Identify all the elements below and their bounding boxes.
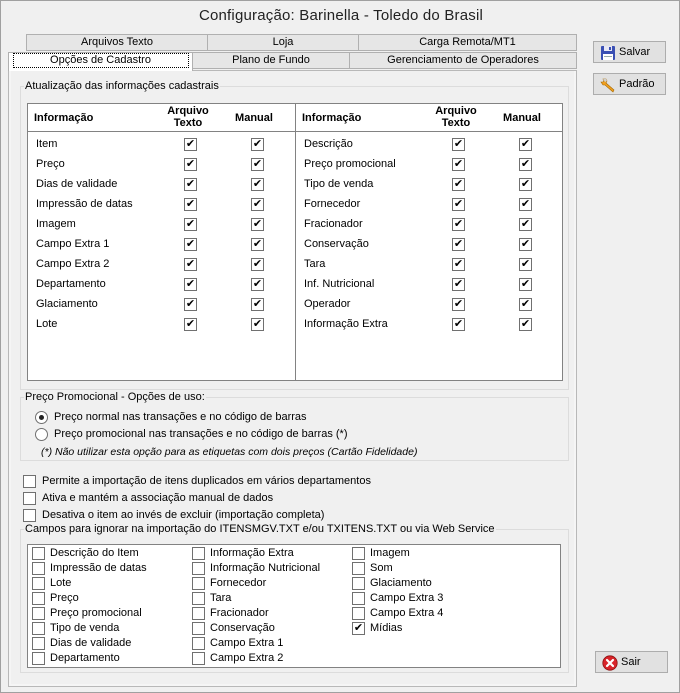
- table-row: [296, 175, 562, 195]
- exit-button[interactable]: [595, 651, 668, 673]
- table-row: [28, 215, 295, 235]
- radio-label: Preço normal nas transações e no código de barras: [54, 411, 307, 423]
- ignore-field-label: Som: [370, 562, 393, 574]
- checkbox[interactable]: [192, 637, 205, 650]
- row-label: Preço: [36, 158, 65, 170]
- manual-checkbox[interactable]: ✔: [520, 238, 531, 250]
- arquivo-texto-checkbox[interactable]: ✔: [185, 298, 196, 310]
- tab-arquivos-texto[interactable]: Arquivos Texto: [26, 34, 208, 51]
- ignore-fields-legend: Campos para ignorar na importação do ITENSMGV.TXT e/ou TXITENS.TXT ou via Web Service: [25, 523, 495, 535]
- checkbox[interactable]: [23, 475, 36, 488]
- row-label: Imagem: [36, 218, 76, 230]
- ignore-field-label: Campo Extra 1: [210, 637, 284, 649]
- option-label: Ativa e mantém a associação manual de dados: [42, 492, 274, 504]
- manual-checkbox[interactable]: ✔: [252, 278, 263, 290]
- row-label: Operador: [304, 298, 351, 310]
- table-row: [28, 135, 295, 155]
- arquivo-texto-checkbox[interactable]: ✔: [453, 138, 464, 150]
- manual-checkbox[interactable]: ✔: [252, 178, 263, 190]
- manual-checkbox[interactable]: ✔: [252, 318, 263, 330]
- row-label: Preço promocional: [304, 158, 396, 170]
- manual-checkbox[interactable]: ✔: [520, 278, 531, 290]
- manual-checkbox[interactable]: ✔: [520, 198, 531, 210]
- table-row: [28, 235, 295, 255]
- ignore-field-label: Informação Nutricional: [210, 562, 321, 574]
- table-row: [296, 215, 562, 235]
- checkbox[interactable]: [192, 607, 205, 620]
- checkbox[interactable]: [32, 562, 45, 575]
- table-row: [28, 175, 295, 195]
- header-manual: Manual: [235, 112, 273, 124]
- ignore-field-label: Lote: [50, 577, 72, 589]
- row-label: Impressão de datas: [36, 198, 133, 210]
- update-grid-left: [28, 104, 296, 380]
- manual-checkbox[interactable]: ✔: [252, 258, 263, 270]
- ignore-field-label: Conservação: [210, 622, 275, 634]
- arquivo-texto-checkbox[interactable]: ✔: [453, 218, 464, 230]
- promo-note: (*) Não utilizar esta opção para as etiquetas com dois preços (Cartão Fidelidade): [41, 446, 418, 458]
- header-texto: Texto: [173, 117, 203, 129]
- arquivo-texto-checkbox[interactable]: ✔: [185, 138, 196, 150]
- ignore-field-label: Campo Extra 3: [370, 592, 444, 604]
- checkbox[interactable]: [32, 592, 45, 605]
- checkbox[interactable]: [352, 577, 365, 590]
- tab-opcoes-de-cadastro[interactable]: [8, 52, 193, 71]
- row-label: Fracionador: [304, 218, 363, 230]
- ignore-field-label: Preço: [50, 592, 79, 604]
- radio-selected-dot: [39, 415, 44, 420]
- ignore-field-label: Fracionador: [210, 607, 269, 619]
- manual-checkbox[interactable]: ✔: [520, 158, 531, 170]
- manual-checkbox[interactable]: ✔: [252, 158, 263, 170]
- ignore-field-label: Departamento: [50, 652, 120, 664]
- row-label: Tipo de venda: [304, 178, 374, 190]
- ignore-field-label: Mídias: [370, 622, 403, 634]
- table-row: [296, 295, 562, 315]
- checkbox[interactable]: [352, 547, 365, 560]
- row-label: Inf. Nutricional: [304, 278, 375, 290]
- ignore-field-label: Campo Extra 4: [370, 607, 444, 619]
- checkbox[interactable]: [32, 652, 45, 665]
- arquivo-texto-checkbox[interactable]: ✔: [453, 318, 464, 330]
- header-arquivo: Arquivo: [435, 105, 477, 117]
- default-button[interactable]: [593, 73, 666, 95]
- row-label: Fornecedor: [304, 198, 361, 210]
- ignore-fields-list: [27, 544, 561, 668]
- tab-opcoes-de-cadastro-label: Opções de Cadastro: [13, 53, 189, 68]
- header-arquivo-texto: [156, 105, 220, 129]
- default-button-label: Padrão: [619, 78, 655, 90]
- table-row: [296, 195, 562, 215]
- manual-checkbox[interactable]: ✔: [520, 258, 531, 270]
- manual-checkbox[interactable]: ✔: [252, 138, 263, 150]
- checkbox[interactable]: [23, 492, 36, 505]
- checkbox-checked[interactable]: ✔: [353, 622, 364, 634]
- manual-checkbox[interactable]: ✔: [252, 298, 263, 310]
- arquivo-texto-checkbox[interactable]: ✔: [185, 218, 196, 230]
- save-button-label: Salvar: [619, 46, 651, 58]
- table-row: [296, 155, 562, 175]
- ignore-field-label: Glaciamento: [370, 577, 432, 589]
- checkbox[interactable]: [32, 577, 45, 590]
- table-row: [296, 135, 562, 155]
- row-label: Tara: [304, 258, 326, 270]
- arquivo-texto-checkbox[interactable]: ✔: [185, 158, 196, 170]
- checkbox[interactable]: [32, 622, 45, 635]
- checkbox[interactable]: [192, 592, 205, 605]
- ignore-field-label: Preço promocional: [50, 607, 142, 619]
- manual-checkbox[interactable]: ✔: [252, 238, 263, 250]
- checkbox[interactable]: [23, 509, 36, 522]
- header-informacao: Informação: [34, 112, 94, 124]
- manual-checkbox[interactable]: ✔: [520, 298, 531, 310]
- table-row: [28, 195, 295, 215]
- save-button[interactable]: [593, 41, 666, 63]
- row-label: Glaciamento: [36, 298, 98, 310]
- checkbox[interactable]: [32, 607, 45, 620]
- manual-checkbox[interactable]: ✔: [520, 318, 531, 330]
- checkbox[interactable]: [352, 607, 365, 620]
- update-info-grid: [27, 103, 563, 381]
- header-informacao: Informação: [302, 112, 362, 124]
- table-row: [296, 235, 562, 255]
- table-row: [296, 275, 562, 295]
- ignore-field-label: Descrição do Item: [50, 547, 139, 559]
- header-arquivo-texto: [424, 105, 488, 129]
- option-label: Desativa o item ao invés de excluir (importação completa): [42, 509, 325, 521]
- wrench-icon: [600, 77, 616, 93]
- table-row: [28, 255, 295, 275]
- ignore-field-label: Dias de validade: [50, 637, 132, 649]
- row-label: Item: [36, 138, 58, 150]
- table-row: [28, 315, 295, 335]
- table-row: [28, 155, 295, 175]
- table-row: [296, 255, 562, 275]
- update-info-legend: Atualização das informações cadastrais: [25, 80, 219, 92]
- promo-price-legend: Preço Promocional - Opções de uso:: [25, 391, 205, 403]
- arquivo-texto-checkbox[interactable]: ✔: [453, 278, 464, 290]
- arquivo-texto-checkbox[interactable]: ✔: [453, 298, 464, 310]
- ignore-field-label: Campo Extra 2: [210, 652, 284, 664]
- arquivo-texto-checkbox[interactable]: ✔: [453, 238, 464, 250]
- arquivo-texto-checkbox[interactable]: ✔: [453, 158, 464, 170]
- ignore-field-label: Tara: [210, 592, 232, 604]
- arquivo-texto-checkbox[interactable]: ✔: [453, 178, 464, 190]
- tab-loja[interactable]: Loja: [207, 34, 359, 51]
- red-x-circle-icon: [602, 655, 618, 671]
- row-label: Campo Extra 2: [36, 258, 110, 270]
- ignore-field-label: Imagem: [370, 547, 410, 559]
- update-grid-right: [296, 104, 562, 380]
- manual-checkbox[interactable]: ✔: [252, 198, 263, 210]
- arquivo-texto-checkbox[interactable]: ✔: [185, 178, 196, 190]
- radio-label: Preço promocional nas transações e no código de barras (*): [54, 428, 348, 440]
- table-row: [28, 295, 295, 315]
- arquivo-texto-checkbox[interactable]: ✔: [185, 258, 196, 270]
- row-label: Lote: [36, 318, 58, 330]
- table-row: [28, 275, 295, 295]
- row-label: Dias de validade: [36, 178, 118, 190]
- tab-plano-de-fundo[interactable]: Plano de Fundo: [192, 52, 350, 69]
- manual-checkbox[interactable]: ✔: [520, 138, 531, 150]
- checkbox[interactable]: [192, 622, 205, 635]
- row-label: Departamento: [36, 278, 106, 290]
- row-label: Conservação: [304, 238, 369, 250]
- checkbox[interactable]: [192, 652, 205, 665]
- arquivo-texto-checkbox[interactable]: ✔: [453, 198, 464, 210]
- row-label: Informação Extra: [304, 318, 388, 330]
- row-label: Descrição: [304, 138, 353, 150]
- arquivo-texto-checkbox[interactable]: ✔: [185, 238, 196, 250]
- checkbox[interactable]: [352, 592, 365, 605]
- ignore-field-label: Fornecedor: [210, 577, 267, 589]
- checkbox[interactable]: [192, 577, 205, 590]
- checkbox[interactable]: [32, 547, 45, 560]
- checkbox[interactable]: [192, 547, 205, 560]
- ignore-field-label: Informação Extra: [210, 547, 294, 559]
- arquivo-texto-checkbox[interactable]: ✔: [185, 198, 196, 210]
- checkbox[interactable]: [32, 637, 45, 650]
- header-arquivo: Arquivo: [167, 105, 209, 117]
- header-manual: Manual: [503, 112, 541, 124]
- option-label: Permite a importação de itens duplicados em vários departamentos: [42, 475, 371, 487]
- arquivo-texto-checkbox[interactable]: ✔: [453, 258, 464, 270]
- tab-panel-opcoes-de-cadastro: [8, 70, 577, 687]
- grid-header: [296, 104, 562, 132]
- manual-checkbox[interactable]: ✔: [520, 178, 531, 190]
- checkbox[interactable]: [352, 562, 365, 575]
- manual-checkbox[interactable]: ✔: [520, 218, 531, 230]
- header-texto: Texto: [441, 117, 471, 129]
- radio-button[interactable]: [35, 411, 48, 424]
- floppy-disk-icon: [600, 45, 616, 61]
- window-title: Configuração: Barinella - Toledo do Brasil: [198, 7, 484, 24]
- arquivo-texto-checkbox[interactable]: ✔: [185, 278, 196, 290]
- table-row: [296, 315, 562, 335]
- radio-button[interactable]: [35, 428, 48, 441]
- manual-checkbox[interactable]: ✔: [252, 218, 263, 230]
- checkbox[interactable]: [192, 562, 205, 575]
- tab-gerenciamento-operadores[interactable]: Gerenciamento de Operadores: [349, 52, 577, 69]
- ignore-field-label: Tipo de venda: [50, 622, 120, 634]
- ignore-field-label: Impressão de datas: [50, 562, 147, 574]
- arquivo-texto-checkbox[interactable]: ✔: [185, 318, 196, 330]
- grid-header: [28, 104, 295, 132]
- tab-carga-remota[interactable]: Carga Remota/MT1: [358, 34, 577, 51]
- row-label: Campo Extra 1: [36, 238, 110, 250]
- exit-button-label: Sair: [621, 656, 641, 668]
